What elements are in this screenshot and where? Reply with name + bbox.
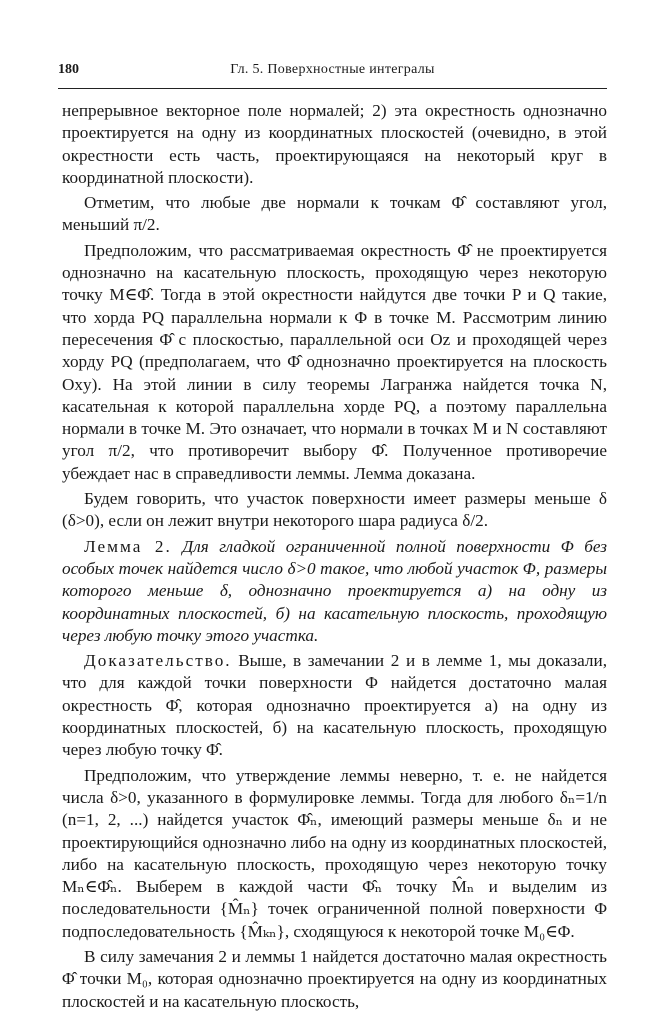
page-header <box>58 62 607 82</box>
paragraph-7: Предположим, что утверждение леммы неверно, т. е. не найдется числа δ>0, указанного в формулировке леммы. Тогда для любого δₙ=1/n (n=1, 2, ...) найдется участок Φ̂ₙ, имеющий размеры меньше δₙ и не проектирующийся однозначно либо на одну из координатных плоскостей, либо на касательную плоскость, проходящую через некоторую точку Mₙ∈Φ̂ₙ. Выберем в каждой части Φ̂ₙ точку M̂ₙ и выделим из последовательности {M̂ₙ} точек ограниченной полной поверхности Φ подпоследовательность {M̂ₖₙ}, сходящуюся к некоторой точке M₀∈Φ. <box>62 765 607 941</box>
running-title: Гл. 5. Поверхностные интегралы <box>230 62 435 77</box>
lemma-2-heading: Лемма 2. <box>84 536 172 556</box>
paragraph-2: Отметим, что любые две нормали к точкам Φ̂ составляют угол, меньший π/2. <box>62 193 607 235</box>
paragraph-4: Будем говорить, что участок поверхности имеет размеры меньше δ (δ>0), если он лежит внутри некоторого шара радиуса δ/2. <box>62 489 607 531</box>
header-rule <box>58 88 607 89</box>
paragraph-1: непрерывное векторное поле нормалей; 2) эта окрестность однозначно проектируется на одну из координатных плоскостей (очевидно, в этой окрестности есть часть, проектирующаяся на некоторый круг в координатной плоскости). <box>62 101 607 187</box>
proof-heading: Доказательство. <box>84 651 232 671</box>
lemma-2-statement: Для гладкой ограниченной полной поверхности Φ без особых точек найдется число δ>0 такое, что любой участок Φ, размеры которого меньше δ, однозначно проектируется а) на одну из координатных плоскостей, б) на касательную плоскость, проходящую через любую точку этого участка. <box>62 536 608 645</box>
page-body <box>62 100 607 1013</box>
paragraph-3: Предположим, что рассматриваемая окрестность Φ̂ не проектируется однозначно на касательную плоскость, проходящую через некоторую точку M∈Φ̂. Тогда в этой окрестности найдутся две точки P и Q такие, что хорда PQ параллельна нормали к Φ в точке M. Рассмотрим линию пересечения Φ̂ с плоскостью, параллельной оси Oz и проходящей через хорду PQ (предполагаем, что Φ̂ однозначно проектируется на плоскость Oxy). На этой линии в силу теоремы Лагранжа найдется точка N, касательная к которой параллельна хорде PQ, а поэтому параллельна нормали в точке M. Это означает, что нормали в точках M и N составляют угол π/2, что противоречит выбору Φ̂. Полученное противоречие убеждает нас в справедливости леммы. Лемма доказана. <box>62 240 607 483</box>
page-number: 180 <box>58 62 79 77</box>
paragraph-lemma-2 <box>62 536 607 647</box>
paragraph-proof <box>62 650 607 761</box>
proof-text: Выше, в замечании 2 и в лемме 1, мы доказали, что для каждой точки поверхности Φ найдется достаточно малая окрестность Φ̂, которая однозначно проектируется а) на одну из координатных плоскостей, б) на касательную плоскость, проходящую через любую точку Φ̂. <box>62 651 607 760</box>
paragraph-8: В силу замечания 2 и леммы 1 найдется достаточно малая окрестность Φ̂ точки M₀, которая однозначно проектируется на одну из координатных плоскостей и на касательную плоскость, <box>62 946 607 1011</box>
